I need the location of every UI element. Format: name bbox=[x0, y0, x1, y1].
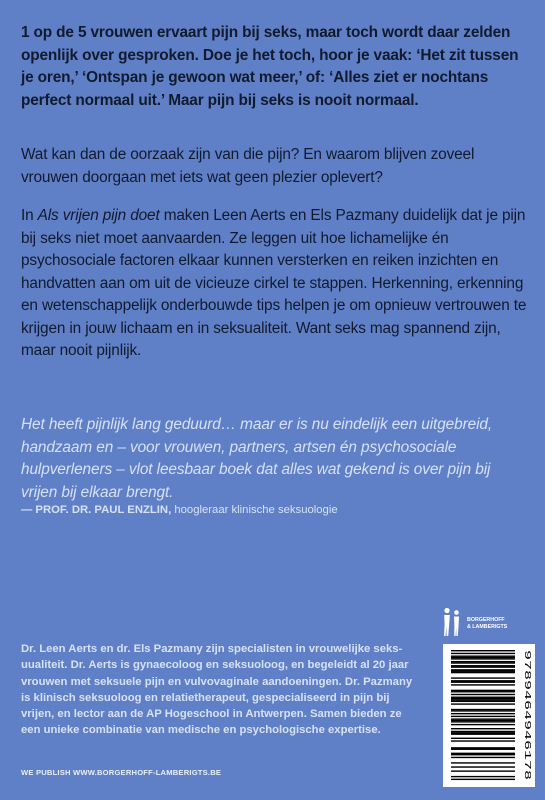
description-lead: In bbox=[21, 207, 38, 224]
barcode-bar bbox=[451, 666, 515, 667]
barcode-bar bbox=[451, 753, 515, 754]
barcode-bar bbox=[451, 694, 515, 695]
barcode-bar bbox=[451, 657, 515, 658]
quote-attribution bbox=[21, 503, 526, 518]
barcode-bar bbox=[451, 747, 515, 748]
barcode-bar bbox=[451, 721, 515, 722]
description-rest: maken Leen Aerts en Els Pazmany duidelijk dat je pijn bij seks niet moet aanvaarden. Ze leggen uit hoe lichamelijke én psychosociale factoren elkaar kunnen versterken en reiken inzichten en handvatten aan om uit de vicieuze cirkel te stappen. Herkenning, erkenning en wetenschappelijk onderbouwde tips helpen je om opnieuw vertrouwen te krijgen in jouw lichaam en in seksualiteit. Want seks mag spannend zijn, maar nooit pijnlijk. bbox=[21, 207, 527, 359]
barcode-bar bbox=[451, 661, 515, 662]
barcode-bar bbox=[451, 684, 515, 685]
barcode-bar bbox=[451, 732, 515, 733]
intro-paragraph: 1 op de 5 vrouwen ervaart pijn bij seks, maar toch wordt daar zelden openlijk over gesproken. Doe je het toch, hoor je vaak: ‘Het zit tussen je oren,’ ‘Ontspan je gewoon wat meer,’ of: ‘Alles ziet er nochtans perfect normaal uit.’ Maar pijn bij seks is nooit normaal. bbox=[21, 24, 519, 109]
barcode-bar bbox=[451, 690, 515, 691]
barcode-bar bbox=[451, 709, 515, 710]
publisher-figures-icon bbox=[441, 607, 463, 637]
barcode-bar bbox=[451, 716, 515, 717]
publisher-logo bbox=[441, 607, 535, 639]
barcode-bar bbox=[451, 740, 515, 741]
barcode-bar bbox=[451, 779, 515, 780]
barcode-bar bbox=[451, 655, 515, 656]
barcode-bar bbox=[451, 776, 515, 777]
book-title: Als vrijen pijn doet bbox=[37, 207, 160, 224]
barcode-graphic bbox=[443, 644, 535, 787]
barcode-bar bbox=[451, 699, 515, 700]
barcode-bar bbox=[451, 762, 515, 763]
barcode-bar bbox=[451, 672, 515, 673]
barcode-bar bbox=[451, 713, 515, 714]
barcode-bar bbox=[451, 710, 515, 711]
barcode-bar bbox=[451, 757, 515, 758]
barcode-bar bbox=[451, 677, 515, 678]
barcode-bar bbox=[451, 658, 515, 659]
description-paragraph bbox=[21, 205, 531, 363]
barcode-bars bbox=[451, 650, 515, 780]
barcode-bar bbox=[451, 738, 515, 739]
barcode-bar bbox=[451, 691, 515, 692]
barcode-bar bbox=[451, 749, 515, 750]
publisher-website: WE PUBLISH WWW.BORGERHOFF-LAMBERIGTS.BE bbox=[21, 768, 222, 777]
publisher-name bbox=[467, 617, 507, 630]
barcode-bar bbox=[451, 754, 515, 755]
barcode-digits: 9789464946178 bbox=[522, 650, 533, 725]
barcode-bar bbox=[451, 671, 515, 672]
publisher-name-line2: & LAMBERIGTS bbox=[467, 623, 508, 630]
question-paragraph: Wat kan dan de oorzaak zijn van die pijn? En waarom blijven zoveel vrouwen doorgaan met iets wat geen plezier oplevert? bbox=[21, 146, 475, 186]
barcode-bar bbox=[451, 766, 515, 767]
barcode-bar bbox=[451, 731, 515, 732]
barcode-bar bbox=[451, 720, 515, 721]
barcode-bar bbox=[451, 728, 515, 729]
isbn-barcode bbox=[443, 644, 535, 787]
barcode-bar bbox=[451, 681, 515, 682]
quote-author-role: hoogleraar klinische seksuologie bbox=[171, 504, 338, 516]
barcode-bar bbox=[451, 770, 515, 771]
barcode-bar bbox=[451, 653, 515, 654]
endorsement-quote: Het heeft pijnlijk lang geduurd… maar er is nu eindelijk een uitgebreid, handzaam en – voor vrouwen, partners, artsen én psychosociale hulpverleners – vlot leesbaar boek dat alles wat gekend is over pijn bij vrijen bij elkaar brengt. bbox=[21, 416, 493, 501]
barcode-bar bbox=[451, 701, 515, 702]
barcode-bar bbox=[451, 669, 515, 670]
barcode-bar bbox=[451, 718, 515, 719]
barcode-bar bbox=[451, 697, 515, 698]
barcode-bar bbox=[451, 662, 515, 663]
barcode-bar bbox=[451, 698, 515, 699]
author-bio: Dr. Leen Aerts en dr. Els Pazmany zijn specialisten in vrouwelijke seks-uualiteit. Dr. Aerts is gynaecoloog en seksuoloog, en begeleidt al 20 jaar vrouwen met seksuele pijn en vulvovaginale aandoeningen. Dr. Pazmany is klinisch seksuoloog en relatietherapeut, gespecialiseerd in pijn bij vrijen, en lector aan de AP Hogeschool in Antwerpen. Samen bieden ze een unieke combinatie van medische en psychologische expertise. bbox=[21, 643, 413, 737]
barcode-bar bbox=[451, 665, 515, 666]
barcode-bar bbox=[451, 724, 515, 725]
barcode-bar bbox=[451, 650, 515, 651]
barcode-bar bbox=[451, 703, 515, 704]
publisher-name-line1: BORGERHOFF bbox=[467, 617, 505, 623]
barcode-bar bbox=[451, 680, 515, 681]
barcode-bar bbox=[451, 733, 515, 734]
quote-author: — PROF. DR. PAUL ENZLIN, bbox=[21, 504, 172, 516]
